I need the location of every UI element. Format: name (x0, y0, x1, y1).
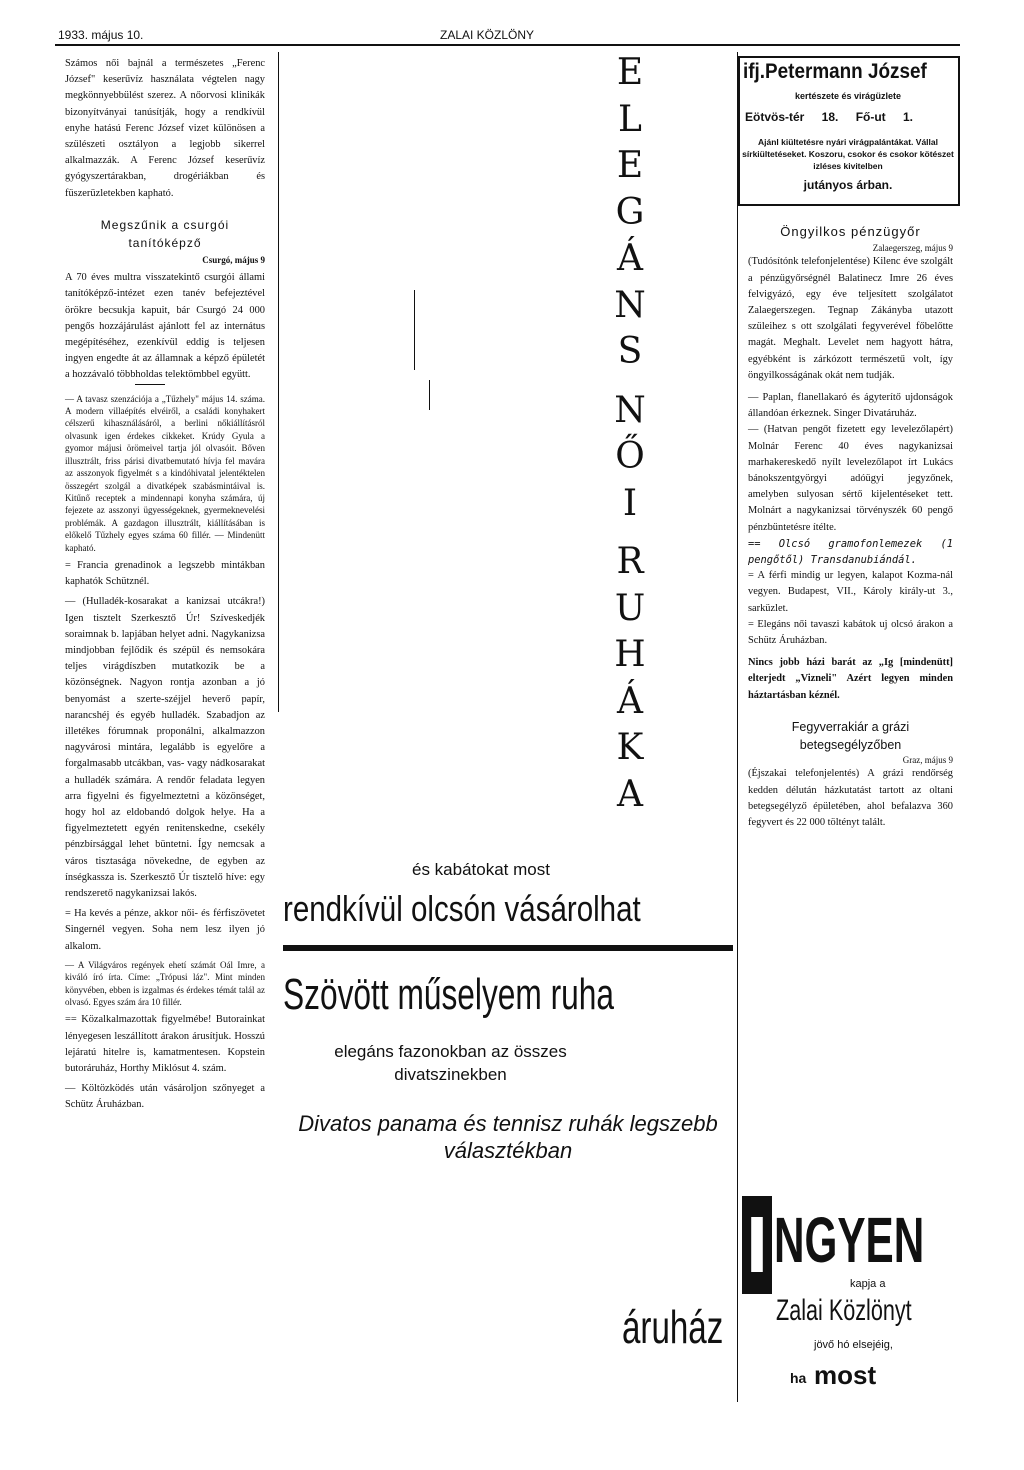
headline-penzugyor: Öngyilkos pénzügyőr (780, 224, 921, 239)
vertical-ad-text (600, 50, 660, 818)
ad-line-panama: Divatos panama és tennisz ruhák legszebb választékban (298, 1111, 718, 1163)
vertical-letter: L (618, 98, 642, 140)
ingyen-word: NGYEN (774, 1204, 925, 1276)
vertical-letter: Á (617, 680, 643, 722)
scratch-mark (429, 380, 430, 410)
petermann-sub: kertészete és virágüzlete (794, 91, 902, 101)
ingyen-initial: I (742, 1196, 772, 1294)
vertical-letter: Á (617, 238, 643, 279)
article-hulladek: — (Hulladék-kosarakat a kanizsai utcákra!) Igen tisztelt Szerkesztő Úr! Szíveskedjék soraimnak b. lapjában helyet adni. Nagykanizsa mindjobban fejlődik és szépül és nemsokára teljes virágdíszben mutatkozik be a közönségnek. Nagyon rontja azonban a jó benyomást a szerte-széjjel heverő papír, narancshéj és egyéb hulladék. Szabadjon az illetékes fórumnak proponálni, alkalmazzon nagyvárosi mintára, legalább is egyelőre a forgalmasabb utcákban, vas- vagy nádkosarakat a hulladék számára. A rendőr feladata legyen arra figyelni és figyelmeztetni a közönséget, hogy hol az eldobandó dolgok helye. Ha a figyelmeztetett egyén renitenskedne, csekély pénzbírsággal lehet büntetni. Így nemcsak a város tisztasága növekedne, de egyben az ínségkassza is. Szerkesztő Úr tisztelő híve: egy rendszerető nagykanizsai lakós. (65, 596, 265, 899)
vertical-letter: R (616, 541, 644, 582)
article-levelezolap: — (Hatvan pengőt fizetett egy levelezőlapért) Molnár Ferenc 40 éves nagykanizsai marhakereskedő nyílt levelezőlapot írt Lukács bánokszentgyörgyi adóügyi jegyzőnek, amelyben sulyosan sértő kijelentéseket tett. Molnárt a nagykanizsai törvényszék 60 pengő pénzbüntetésre ítélte. (748, 424, 953, 533)
header-paper: ZALAI KÖZLÖNY (440, 28, 535, 42)
dateline-graz: Graz, május 9 (902, 754, 953, 765)
vertical-letter: A (617, 773, 643, 815)
dateline-csurgo: Csurgó, május 9 (202, 254, 265, 265)
petermann-title: ifj.Petermann József (743, 60, 927, 83)
ingyen-ha: ha (790, 1370, 807, 1386)
article-penzugyor: (Tudósítónk telefonjelentése) Kilenc éve szolgált a pénzügyőrségnél Balatinecz Imre 26 éves felvigyázó, egy éve teljesített szolgálatot Zalaegerszegen. Tegnap Zákányba utazott szüleihez s ott szolgálati fegyverével főbelőtte magát. Meghalt. Levelet nem hagyott hátra, egyébként is zárkózott természetű volt, így öngyilkosságának okát nem tudják. (748, 256, 953, 381)
vertical-letter: N (614, 284, 646, 326)
petermann-text: Ajánl kiültetésre nyári virágpalántákat. Vállal sírkiültetéseket. Koszoru, csokor és csokor kötészet izléses kivitelben (742, 137, 954, 171)
vertical-letter: S (617, 331, 643, 372)
left-column (65, 56, 265, 1114)
article-tuzhely: — A tavasz szenzációja a „Tűzhely" május 14. száma. A modern villaépítés elvéiről, a családi konyhakert célszerű kihasználásáról, a berlini nőkiállításról olvasunk igen érdekes cikkeket. Krúdy Gyula a gyomor májusi örömeivel tartja jól olvasóit. Bőven illusztrált, friss párisi divatbemutató hívja fel mavára az asszonyok figyelmét s a kindóhivatal jelentéktelen összegért szolgál a divatképek szabásmintáival is. Kitűnő receptek a mindennapi konyha számára, új fejezete az asszonyi ügyességeknek, gyermeknevelési problémák. A gazdagon illusztrált, kiállításában is előkelő Tűzhely egyes száma 60 fillér. — Mindenütt kapható. (65, 393, 265, 553)
ingyen-kapja: kapja a (850, 1278, 886, 1290)
article-vilagvaros: — A Világváros regények ehetí számát Oál Imre, a kiváló író írta. Címe: „Trópusi láz". Mint minden könyvében, ebben is izgalmas és érdekes témát talál az olvasó. Egyes szám ára 10 fillér. (65, 959, 265, 1008)
vertical-letter: E (616, 145, 644, 186)
column-rule-left (278, 52, 279, 712)
dateline-zalaegerszeg: Zalaegerszeg, május 9 (872, 243, 953, 253)
petermann-address: Eötvös-tér 18. Fő-ut 1. (745, 110, 914, 124)
header-rule (55, 44, 960, 46)
ad-store-aruhaz: áruház (622, 1301, 724, 1353)
article-koltozkodes: — Költözködés után vásároljon szőnyeget a Schütz Áruházban. (65, 1083, 265, 1111)
ingyen-zalai: Zalai Közlönyt (776, 1294, 912, 1327)
vertical-letter: U (614, 587, 646, 629)
vertical-letter: I (622, 482, 638, 524)
vertical-letter: G (615, 191, 645, 233)
ad-thick-rule (283, 945, 733, 951)
column-rule-right (737, 52, 738, 1402)
article-singer: = Ha kevés a pénze, akkor női- és férfiszövetet Singernél vegyen. Soha nem lesz ilyen jó alkalom. (65, 908, 265, 952)
article-francia-grenadin: = Francia grenadinok a legszebb mintákban kaphatók Schütznél. (65, 559, 265, 588)
article-paplan: — Paplan, flanellakaró és ágyterítő ujdonságok állandóan érkeznek. Singer Divatáruház. (748, 392, 953, 420)
vertical-letter: K (616, 727, 644, 768)
ad-line-kabatok: és kabátokat most (412, 860, 550, 879)
scratch-mark (414, 290, 415, 370)
vertical-letter: Ő (615, 436, 645, 477)
ad-line-olcson: rendkívül olcsón vásárolhat (283, 888, 641, 929)
page-header (58, 28, 958, 42)
ad-line-muselyem: Szövött műselyem ruha (283, 970, 615, 1019)
ad-line-fazon: elegáns fazonokban az összes divatszinekben (334, 1042, 567, 1084)
right-column (748, 222, 953, 831)
vertical-letter: N (614, 389, 646, 431)
ingyen-ad (740, 1192, 960, 1402)
ingyen-jovo: jövő hó elsejéig, (814, 1339, 893, 1351)
article-fegyverraktar: (Éjszakai telefonjelentés) A grázi rendőrség kedden délután házkutatást tartott az oltani betegsegélyző épületében, ahol befalazva 360 fegyvert és 22 000 töltényt talált. (748, 768, 953, 828)
article-vizneli: Nincs jobb házi barát az „Ig [mindenütt] elterjedt „Vizneli" Azért legyen minden háztartásban kéznél. (748, 657, 953, 701)
article-ferenc-jozsef: Számos női bajnál a természetes „Ferenc József" keserűvíz használata végtelen nagy megkönnyebbülést szerez. A nőorvosi klinikák bizonyítványai tanúsítják, hogy a rendkívül enyhe hatású Ferenc József vizet különösen a szülészeti osztályon a legjobb sikerrel alkalmazzák. A Ferenc József keserűvíz gyógyszertárakban, drogériákban és füszerüzletekben kapható. (65, 58, 265, 199)
ingyen-most: most (814, 1360, 877, 1390)
petermann-price: jutányos árban. (803, 178, 893, 192)
headline-fegyverraktar: Fegyverrakiár a grázi betegsegélyzőben (791, 719, 910, 752)
headline-tanitokepzo: Megszűnik a csurgói tanítóképző (100, 217, 230, 250)
article-tanitokepzo: A 70 éves multra visszatekintő csurgói állami tanítóképző-intézet ezen tanév befejeztével örökre becsukja kapuit, bár Csurgó 24 000 pengős hozzájárulást ajánlott fel az internátus megépítéséhez, ezenkívül eddig is teljesen ingyen engedte át az államnak a képző épületét a hozzávaló többholdas telektömbbel együtt. (65, 272, 265, 381)
article-kozalkalmazottak: == Közalkalmazottak figyelmébe! Butorainkat lényegesen leszállított árakon árusítjuk. Hosszú lejáratú hitelre is, kamatmentesen. Kopstein butoráruház, Horthy Miklósut 4. szám. (65, 1014, 265, 1075)
vertical-letter: H (614, 634, 646, 675)
vertical-letter: E (616, 52, 644, 93)
article-kozma: = A férfi mindig ur legyen, kalapot Kozma-nál vegyen. Budapest, VII., Károly király-ut 3., sarküzlet. (748, 570, 953, 614)
article-gramofon: == Olcsó gramofonlemezek (1 pengőtől) Transdanubiándál. (748, 537, 953, 567)
article-schutz-kabat: = Elegáns női tavaszi kabátok uj olcsó árakon a Schütz Áruházban. (748, 618, 953, 647)
separator-dash (135, 384, 165, 385)
header-date: 1933. május 10. (58, 28, 144, 42)
